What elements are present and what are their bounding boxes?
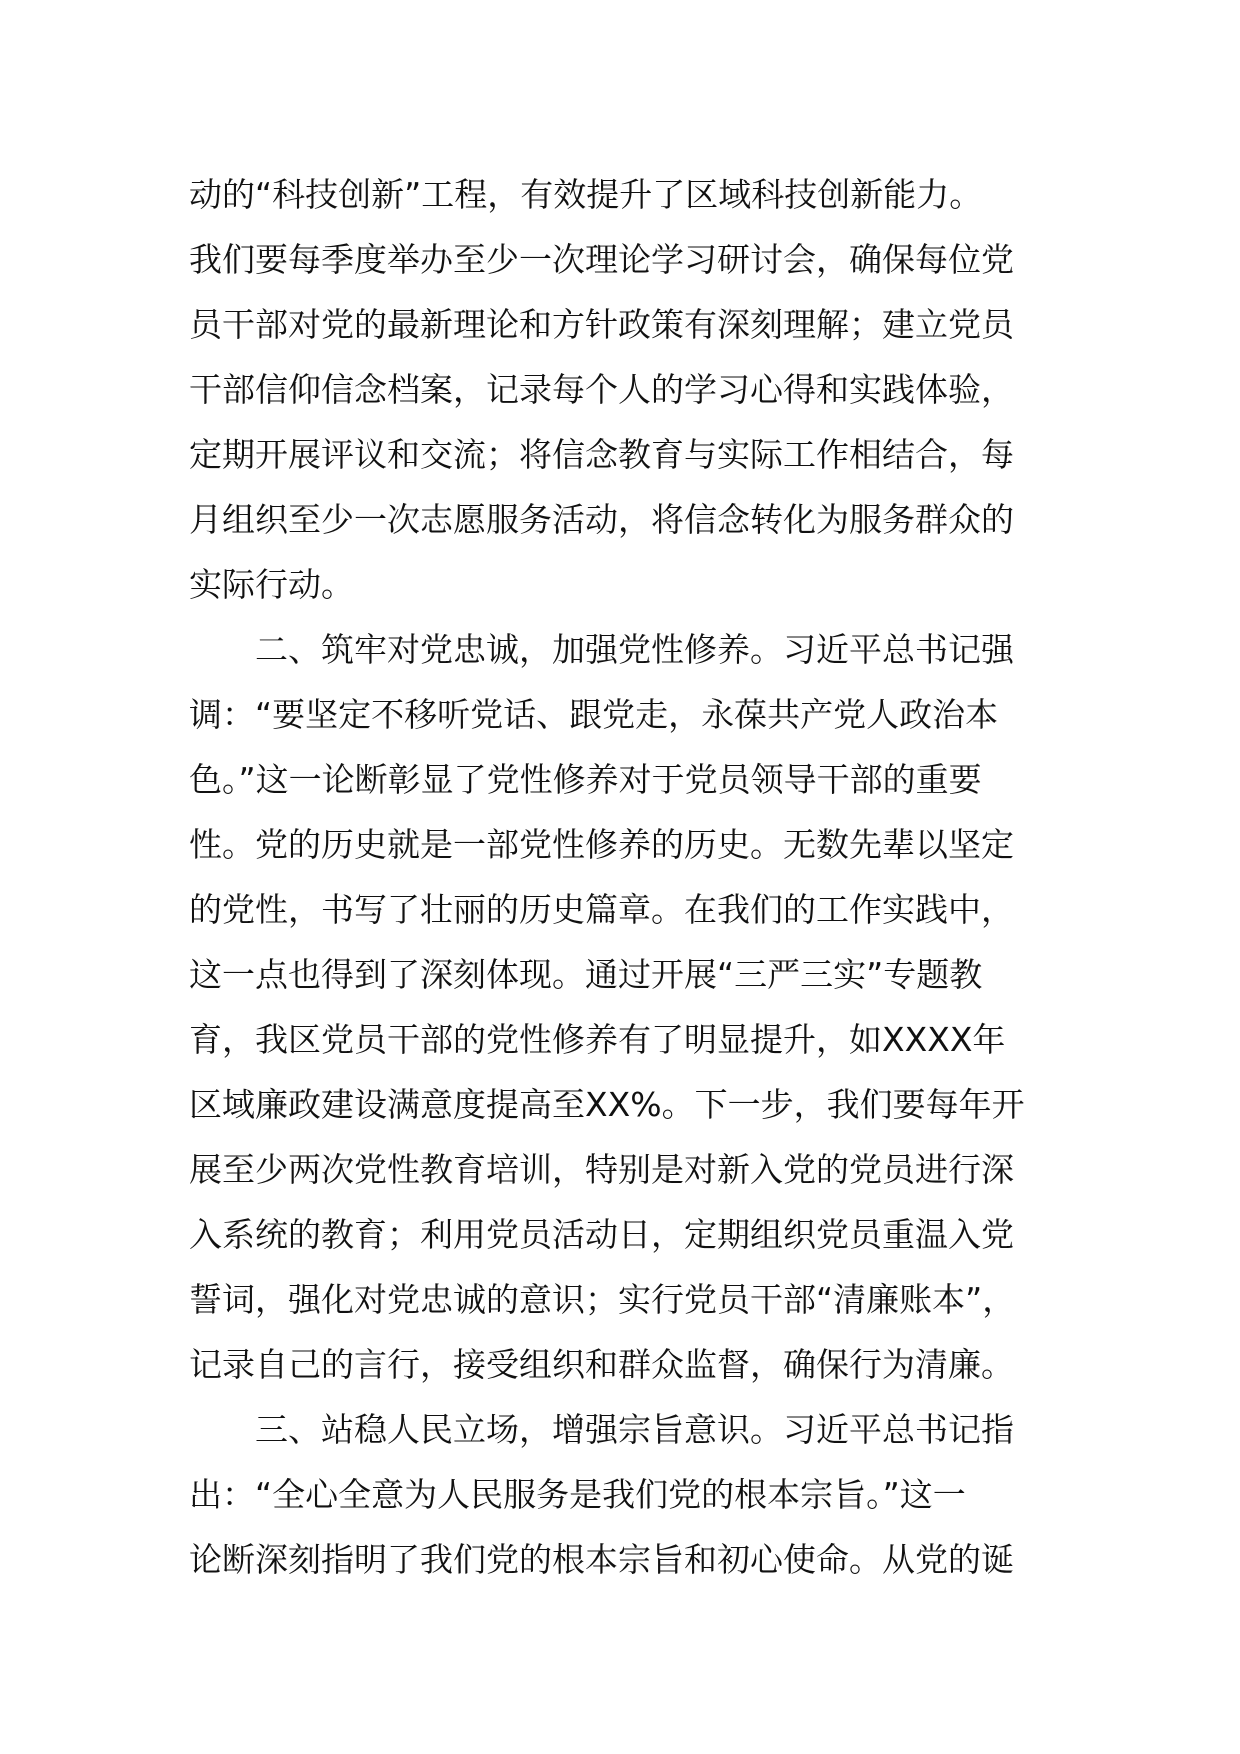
text-line: 出：“全心全意为人民服务是我们党的根本宗旨。”这一 [189, 1475, 966, 1514]
body-text [189, 162, 1059, 1592]
text-line: 展至少两次党性教育培训，特别是对新入党的党员进行深 [189, 1150, 1014, 1189]
text-line: 月组织至少一次志愿服务活动，将信念转化为服务群众的 [189, 500, 1014, 539]
text-line: 我们要每季度举办至少一次理论学习研讨会，确保每位党 [189, 240, 1014, 279]
section-heading-line: 三、站稳人民立场，增强宗旨意识。习近平总书记指 [189, 1410, 1014, 1449]
text-line: 育，我区党员干部的党性修养有了明显提升，如XXXX年 [189, 1020, 1006, 1059]
text-line: 论断深刻指明了我们党的根本宗旨和初心使命。从党的诞 [189, 1540, 1014, 1579]
text-line: 定期开展评议和交流；将信念教育与实际工作相结合，每 [189, 435, 1014, 474]
text-line: 入系统的教育；利用党员活动日，定期组织党员重温入党 [189, 1215, 1014, 1254]
text-line: 誓词，强化对党忠诚的意识；实行党员干部“清廉账本”， [189, 1280, 1016, 1319]
text-line: 记录自己的言行，接受组织和群众监督，确保行为清廉。 [189, 1345, 1014, 1384]
section-heading-line: 二、筑牢对党忠诚，加强党性修养。习近平总书记强 [189, 630, 1014, 669]
text-line: 调：“要坚定不移听党话、跟党走，永葆共产党人政治本 [189, 695, 999, 734]
text-line: 干部信仰信念档案，记录每个人的学习心得和实践体验， [189, 370, 1014, 409]
text-line: 员干部对党的最新理论和方针政策有深刻理解；建立党员 [189, 305, 1014, 344]
text-line: 的党性，书写了壮丽的历史篇章。在我们的工作实践中， [189, 890, 1014, 929]
text-line: 区域廉政建设满意度提高至XX%。下一步，我们要每年开 [189, 1085, 1025, 1124]
text-line: 动的“科技创新”工程，有效提升了区域科技创新能力。 [189, 175, 983, 214]
text-line: 实际行动。 [189, 565, 354, 604]
text-line: 这一点也得到了深刻体现。通过开展“三严三实”专题教 [189, 955, 983, 994]
text-line: 性。党的历史就是一部党性修养的历史。无数先辈以坚定 [189, 825, 1014, 864]
text-line: 色。”这一论断彰显了党性修养对于党员领导干部的重要 [189, 760, 982, 799]
